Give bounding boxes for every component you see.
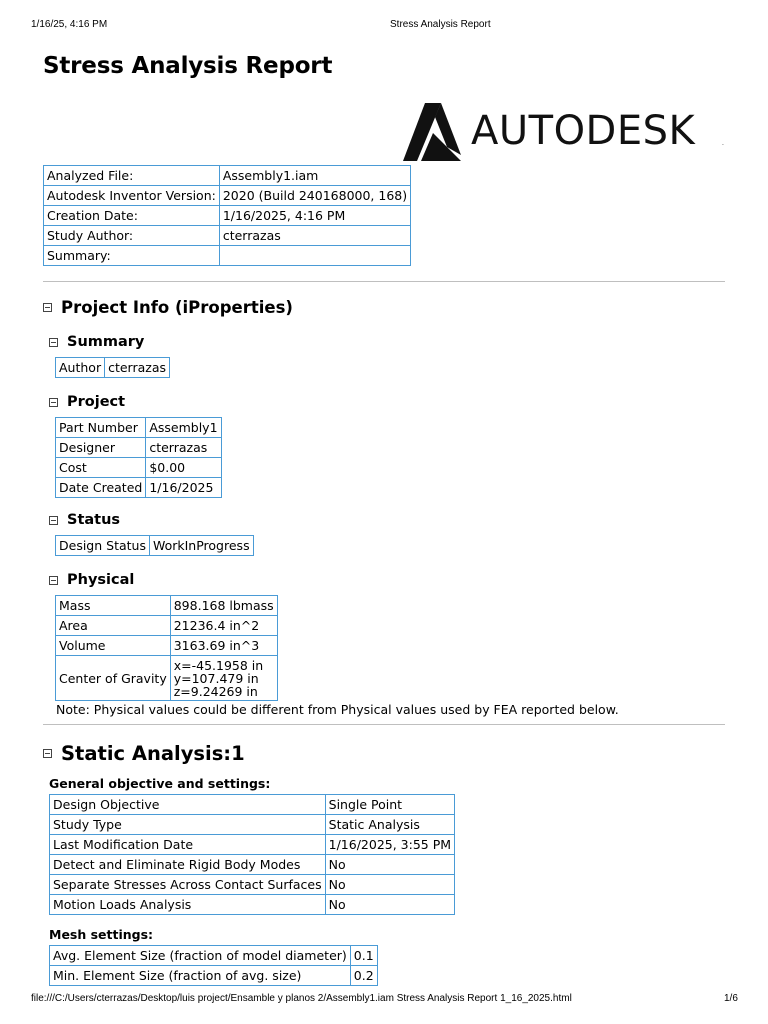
table-cell-label: Summary: — [44, 246, 220, 266]
table-cell-label: Study Type — [50, 815, 326, 835]
physical-table — [55, 595, 278, 701]
table-cell-label: Author — [56, 358, 105, 378]
table-cell-value: Single Point — [325, 795, 454, 815]
table-cell-label: Creation Date: — [44, 206, 220, 226]
general-settings-table — [49, 794, 455, 915]
table-cell-value: No — [325, 875, 454, 895]
general-settings-heading: General objective and settings: — [49, 776, 271, 791]
table-row — [56, 616, 278, 636]
table-row — [50, 895, 455, 915]
project-info-title: Project Info (iProperties) — [61, 298, 293, 317]
table-row — [44, 246, 411, 266]
report-title: Stress Analysis Report — [43, 53, 333, 79]
table-cell-label: Detect and Eliminate Rigid Body Modes — [50, 855, 326, 875]
table-cell-label: Mass — [56, 596, 171, 616]
table-row — [44, 206, 411, 226]
table-cell-label: Designer — [56, 438, 146, 458]
table-row — [44, 166, 411, 186]
collapse-icon[interactable] — [49, 576, 58, 585]
collapse-icon[interactable] — [49, 516, 58, 525]
autodesk-logo-text: AUTODESK — [471, 108, 696, 154]
table-cell-label: Autodesk Inventor Version: — [44, 186, 220, 206]
table-cell-value: 1/16/2025, 3:55 PM — [325, 835, 454, 855]
physical-heading — [49, 572, 134, 588]
table-row — [56, 636, 278, 656]
autodesk-logo — [403, 103, 728, 161]
divider — [43, 724, 725, 725]
print-header-datetime: 1/16/25, 4:16 PM — [31, 19, 108, 30]
table-row — [44, 186, 411, 206]
project-table — [55, 417, 222, 498]
collapse-icon[interactable] — [49, 398, 58, 407]
table-cell-label: Volume — [56, 636, 171, 656]
table-cell-value: Static Analysis — [325, 815, 454, 835]
table-cell-value: Assembly1 — [146, 418, 221, 438]
table-cell-value: 0.2 — [350, 966, 377, 986]
table-cell-value: No — [325, 895, 454, 915]
table-cell-value: cterrazas — [146, 438, 221, 458]
collapse-icon[interactable] — [49, 338, 58, 347]
table-row — [44, 226, 411, 246]
physical-title: Physical — [67, 572, 135, 588]
table-cell-label: Date Created — [56, 478, 146, 498]
project-title: Project — [67, 394, 126, 410]
project-info-heading — [43, 298, 293, 317]
table-cell-label: Analyzed File: — [44, 166, 220, 186]
cog-y: y=107.479 in — [173, 670, 259, 686]
table-cell-label: Avg. Element Size (fraction of model diameter) — [50, 946, 351, 966]
table-cell-value: Assembly1.iam — [219, 166, 410, 186]
physical-note: Note: Physical values could be different from Physical values used by FEA reported below. — [56, 702, 619, 717]
table-cell-value — [219, 246, 410, 266]
table-cell-value: 0.1 — [350, 946, 377, 966]
table-row — [50, 795, 455, 815]
table-row — [56, 358, 170, 378]
status-heading — [49, 512, 120, 528]
divider — [43, 281, 725, 282]
static-analysis-title: Static Analysis:1 — [61, 742, 245, 765]
report-info-table — [43, 165, 411, 266]
table-row — [50, 815, 455, 835]
table-cell-value: 3163.69 in^3 — [170, 636, 277, 656]
table-row — [56, 458, 222, 478]
print-footer-page: 1/6 — [724, 993, 738, 1004]
table-cell-value: 1/16/2025, 4:16 PM — [219, 206, 410, 226]
table-cell-value: 898.168 lbmass — [170, 596, 277, 616]
static-analysis-heading — [43, 742, 245, 765]
table-row — [56, 596, 278, 616]
table-row — [50, 966, 378, 986]
table-cell-label: Separate Stresses Across Contact Surfaces — [50, 875, 326, 895]
cog-z: z=9.24269 in — [173, 683, 258, 699]
table-cell-value: 1/16/2025 — [146, 478, 221, 498]
table-row — [56, 438, 222, 458]
summary-table — [55, 357, 170, 378]
table-row — [56, 418, 222, 438]
table-cell-value: No — [325, 855, 454, 875]
collapse-icon[interactable] — [43, 303, 52, 312]
status-table — [55, 535, 254, 556]
table-row — [50, 946, 378, 966]
table-cell-label: Min. Element Size (fraction of avg. size) — [50, 966, 351, 986]
mesh-settings-heading: Mesh settings: — [49, 927, 154, 942]
center-of-gravity-value — [170, 656, 277, 701]
table-cell-value: 21236.4 in^2 — [170, 616, 277, 636]
autodesk-a-icon — [403, 103, 461, 161]
table-cell-label: Cost — [56, 458, 146, 478]
table-cell-label: Last Modification Date — [50, 835, 326, 855]
cog-x: x=-45.1958 in — [173, 657, 264, 673]
table-cell-label: Study Author: — [44, 226, 220, 246]
table-cell-label: Design Objective — [50, 795, 326, 815]
table-row — [50, 875, 455, 895]
print-footer-path: file:///C:/Users/cterrazas/Desktop/luis project/Ensamble y planos 2/Assembly1.iam Stress Analysis Report 1_16_2025.html — [31, 993, 572, 1004]
table-cell-value: 2020 (Build 240168000, 168) — [219, 186, 410, 206]
table-cell-value: cterrazas — [105, 358, 170, 378]
summary-title: Summary — [67, 334, 145, 350]
table-cell-value: cterrazas — [219, 226, 410, 246]
table-cell-label: Area — [56, 616, 171, 636]
collapse-icon[interactable] — [43, 749, 52, 758]
status-title: Status — [67, 512, 121, 528]
mesh-settings-table — [49, 945, 378, 986]
autodesk-logo-mark: . — [722, 140, 724, 147]
table-cell-label: Motion Loads Analysis — [50, 895, 326, 915]
table-cell-value: WorkInProgress — [149, 536, 253, 556]
table-cell-value: $0.00 — [146, 458, 221, 478]
table-row — [56, 656, 278, 701]
table-cell-label: Part Number — [56, 418, 146, 438]
summary-heading — [49, 334, 144, 350]
table-cell-label: Design Status — [56, 536, 150, 556]
table-row — [50, 835, 455, 855]
print-header-title: Stress Analysis Report — [390, 19, 491, 30]
table-row — [50, 855, 455, 875]
table-row — [56, 478, 222, 498]
project-heading — [49, 394, 125, 410]
table-row — [56, 536, 254, 556]
table-cell-label: Center of Gravity — [56, 656, 171, 701]
